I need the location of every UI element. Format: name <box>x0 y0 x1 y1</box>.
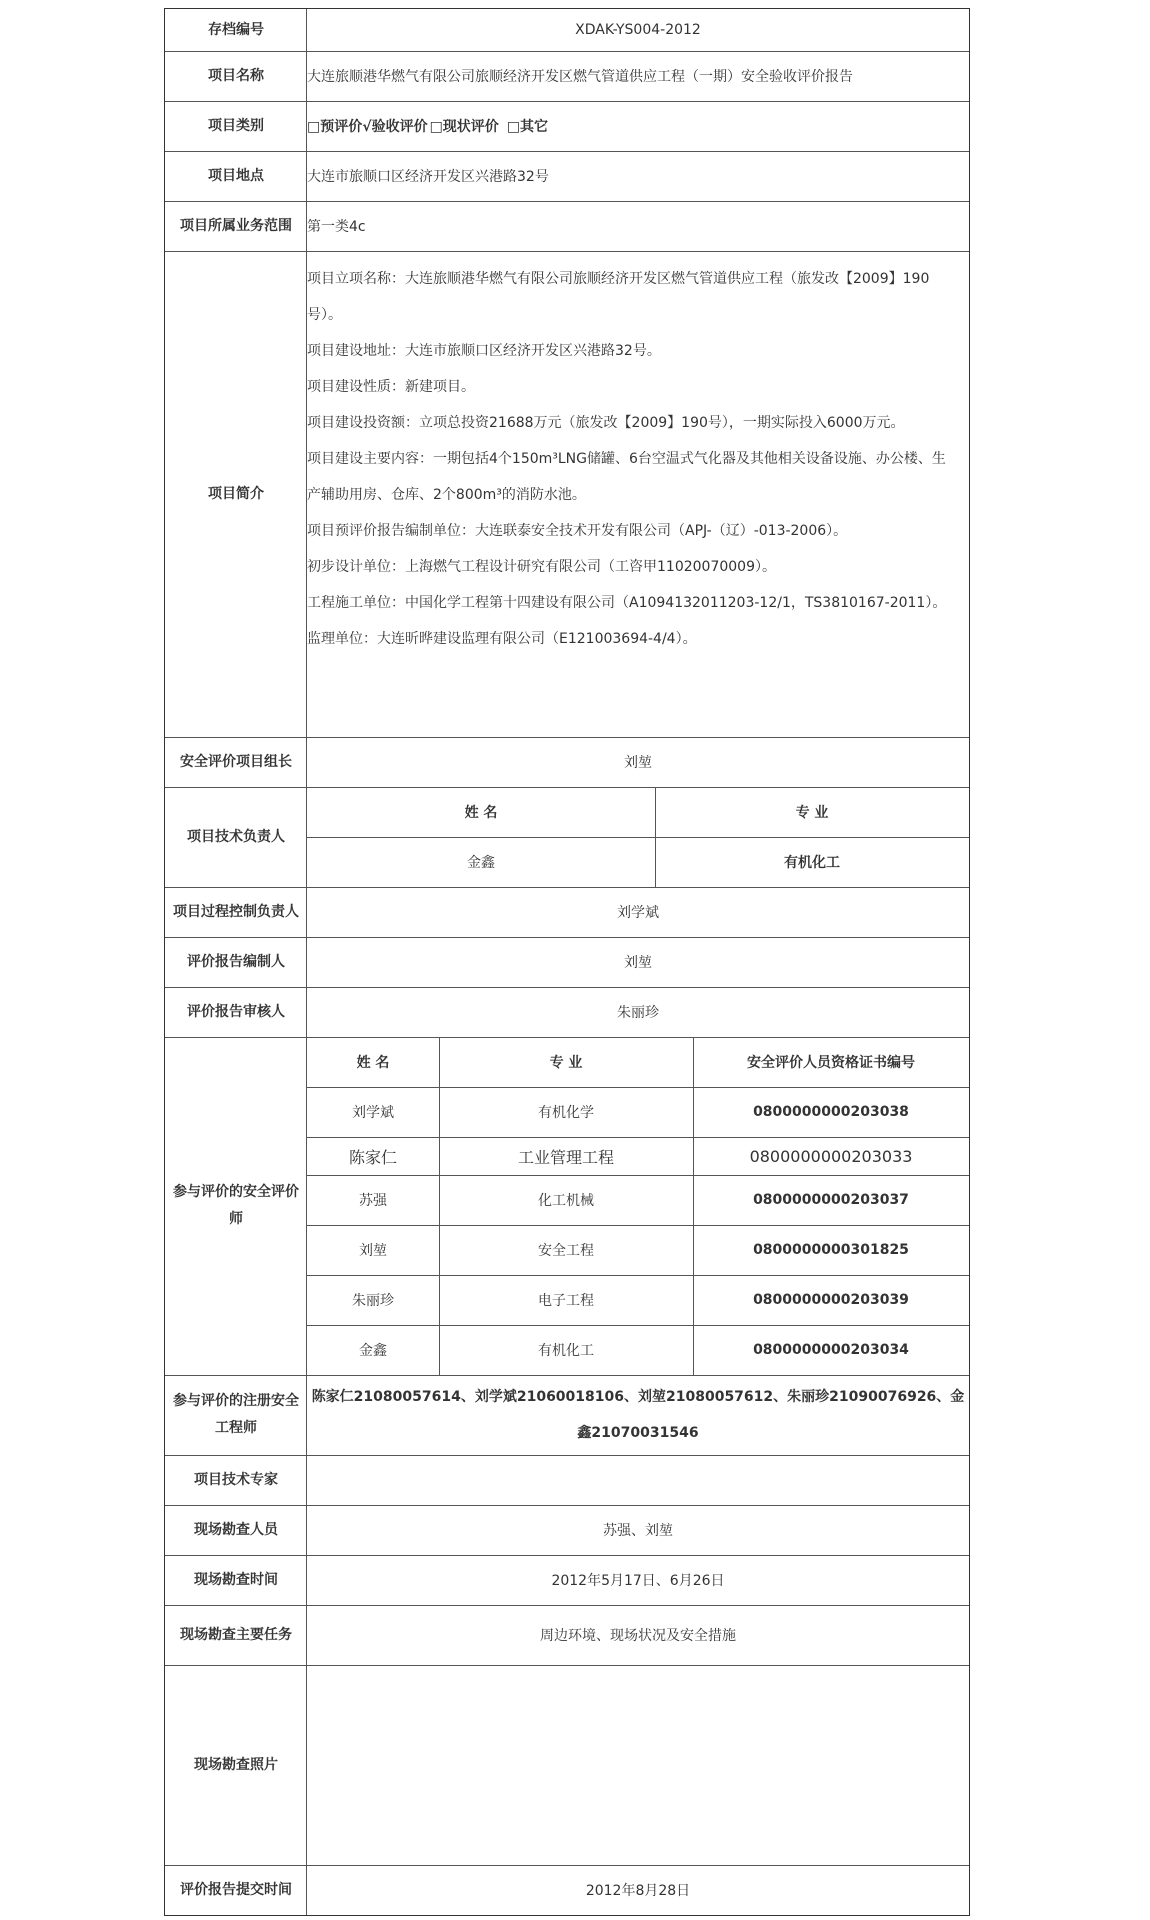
intro-line: 监理单位：大连昕晔建设监理有限公司（E121003694-4/4）。 <box>307 631 697 647</box>
evaluator-name: 刘堃 <box>359 1243 387 1259</box>
report-reviewer-label: 评价报告审核人 <box>187 1003 285 1020</box>
submit-time-label: 评价报告提交时间 <box>180 1881 292 1898</box>
intro-line: 项目立项名称：大连旅顺港华燃气有限公司旅顺经济开发区燃气管道供应工程（旅发改【2009】190号）。 <box>307 271 930 323</box>
evaluator-cert: 0800000000203034 <box>753 1342 909 1358</box>
business-scope-value: 第一类4c <box>307 219 366 235</box>
tech-expert-label: 项目技术专家 <box>194 1471 278 1488</box>
evaluator-cert: 0800000000301825 <box>753 1242 909 1258</box>
project-intro-text <box>307 261 959 657</box>
report-reviewer-value: 朱丽珍 <box>617 1005 659 1021</box>
intro-line: 项目建设地址：大连市旅顺口区经济开发区兴港路32号。 <box>307 343 661 359</box>
survey-task-label: 现场勘查主要任务 <box>180 1626 292 1643</box>
evaluator-major: 电子工程 <box>538 1293 594 1309</box>
tech-lead-name-header: 姓 名 <box>464 805 498 821</box>
tech-expert-value <box>307 1455 969 1505</box>
evaluator-major: 化工机械 <box>538 1193 594 1209</box>
survey-task-value: 周边环境、现场状况及安全措施 <box>540 1628 736 1644</box>
survey-staff-value: 苏强、刘堃 <box>603 1523 673 1539</box>
evaluator-major: 工业管理工程 <box>517 1147 614 1167</box>
evaluator-name: 朱丽珍 <box>352 1293 394 1309</box>
process-lead-value: 刘学斌 <box>617 905 659 921</box>
project-intro-label: 项目简介 <box>208 485 264 502</box>
process-lead-label: 项目过程控制负责人 <box>173 903 299 920</box>
submit-time-value: 2012年8月28日 <box>585 1883 691 1899</box>
intro-line: 项目建设投资额：立项总投资21688万元（旅发改【2009】190号），一期实际投入6000万元。 <box>307 415 905 431</box>
evaluators-header-name: 姓 名 <box>356 1055 390 1071</box>
evaluators-label: 参与评价的安全评价师 <box>173 1184 299 1227</box>
evaluator-cert: 0800000000203038 <box>753 1104 909 1120</box>
intro-line: 项目建设性质：新建项目。 <box>307 379 475 395</box>
evaluator-major: 有机化工 <box>538 1343 594 1359</box>
project-location-value: 大连市旅顺口区经济开发区兴港路32号 <box>307 169 549 185</box>
report-writer-label: 评价报告编制人 <box>187 953 285 970</box>
business-scope-label: 项目所属业务范围 <box>180 217 292 234</box>
team-leader-value: 刘堃 <box>624 755 652 771</box>
evaluator-major: 有机化学 <box>538 1105 594 1121</box>
evaluator-name: 金鑫 <box>359 1343 387 1359</box>
tech-lead-name: 金鑫 <box>467 855 495 871</box>
registered-engineers-value: 陈家仁21080057614、刘学斌21060018106、刘堃21080057612、朱丽珍21090076926、金鑫21070031546 <box>311 1389 965 1441</box>
survey-photos-area <box>307 1665 969 1865</box>
team-leader-label: 安全评价项目组长 <box>180 753 292 770</box>
survey-staff-label: 现场勘查人员 <box>194 1521 278 1538</box>
archive-no-label: 存档编号 <box>208 21 264 38</box>
intro-line: 初步设计单位：上海燃气工程设计研究有限公司（工咨甲11020070009）。 <box>307 559 776 575</box>
evaluator-cert: 0800000000203033 <box>749 1146 913 1166</box>
project-category-label: 项目类别 <box>208 117 264 134</box>
evaluator-cert: 0800000000203037 <box>753 1192 909 1208</box>
tech-lead-label: 项目技术负责人 <box>187 828 285 845</box>
category-option-acceptance: √验收评价 <box>362 119 428 135</box>
archive-record-table <box>164 8 970 1916</box>
intro-line: 项目建设主要内容：一期包括4个150m³LNG储罐、6台空温式气化器及其他相关设备设施、办公楼、生产辅助用房、仓库、2个800m³的消防水池。 <box>307 451 946 503</box>
survey-photos-label: 现场勘查照片 <box>194 1756 278 1773</box>
evaluators-header-cert: 安全评价人员资格证书编号 <box>747 1055 915 1071</box>
tech-lead-major-header: 专 业 <box>795 805 829 821</box>
category-option-other: □其它 <box>506 119 549 135</box>
intro-line: 项目预评价报告编制单位：大连联泰安全技术开发有限公司（APJ-（辽）-013-2006）。 <box>307 523 848 539</box>
survey-time-value: 2012年5月17日、6月26日 <box>551 1573 725 1589</box>
project-category-options <box>307 101 969 151</box>
registered-engineers-label: 参与评价的注册安全工程师 <box>173 1393 299 1436</box>
evaluator-name: 苏强 <box>359 1193 387 1209</box>
archive-no-value: XDAK-YS004-2012 <box>575 22 701 38</box>
category-option-pre: □预评价 <box>307 119 363 135</box>
tech-lead-major: 有机化工 <box>784 855 840 871</box>
project-name-value: 大连旅顺港华燃气有限公司旅顺经济开发区燃气管道供应工程（一期）安全验收评价报告 <box>307 69 853 85</box>
project-location-label: 项目地点 <box>208 167 264 184</box>
report-writer-value: 刘堃 <box>624 955 652 971</box>
evaluator-cert: 0800000000203039 <box>753 1292 909 1308</box>
evaluator-major: 安全工程 <box>538 1243 594 1259</box>
evaluators-header-major: 专 业 <box>549 1055 583 1071</box>
category-option-current: □现状评价 <box>429 119 499 135</box>
evaluator-name: 陈家仁 <box>348 1147 397 1167</box>
evaluator-name: 刘学斌 <box>352 1105 394 1121</box>
project-name-label: 项目名称 <box>208 67 264 84</box>
survey-time-label: 现场勘查时间 <box>194 1571 278 1588</box>
intro-line: 工程施工单位：中国化学工程第十四建设有限公司（A1094132011203-12/1，TS3810167-2011）。 <box>307 595 947 611</box>
